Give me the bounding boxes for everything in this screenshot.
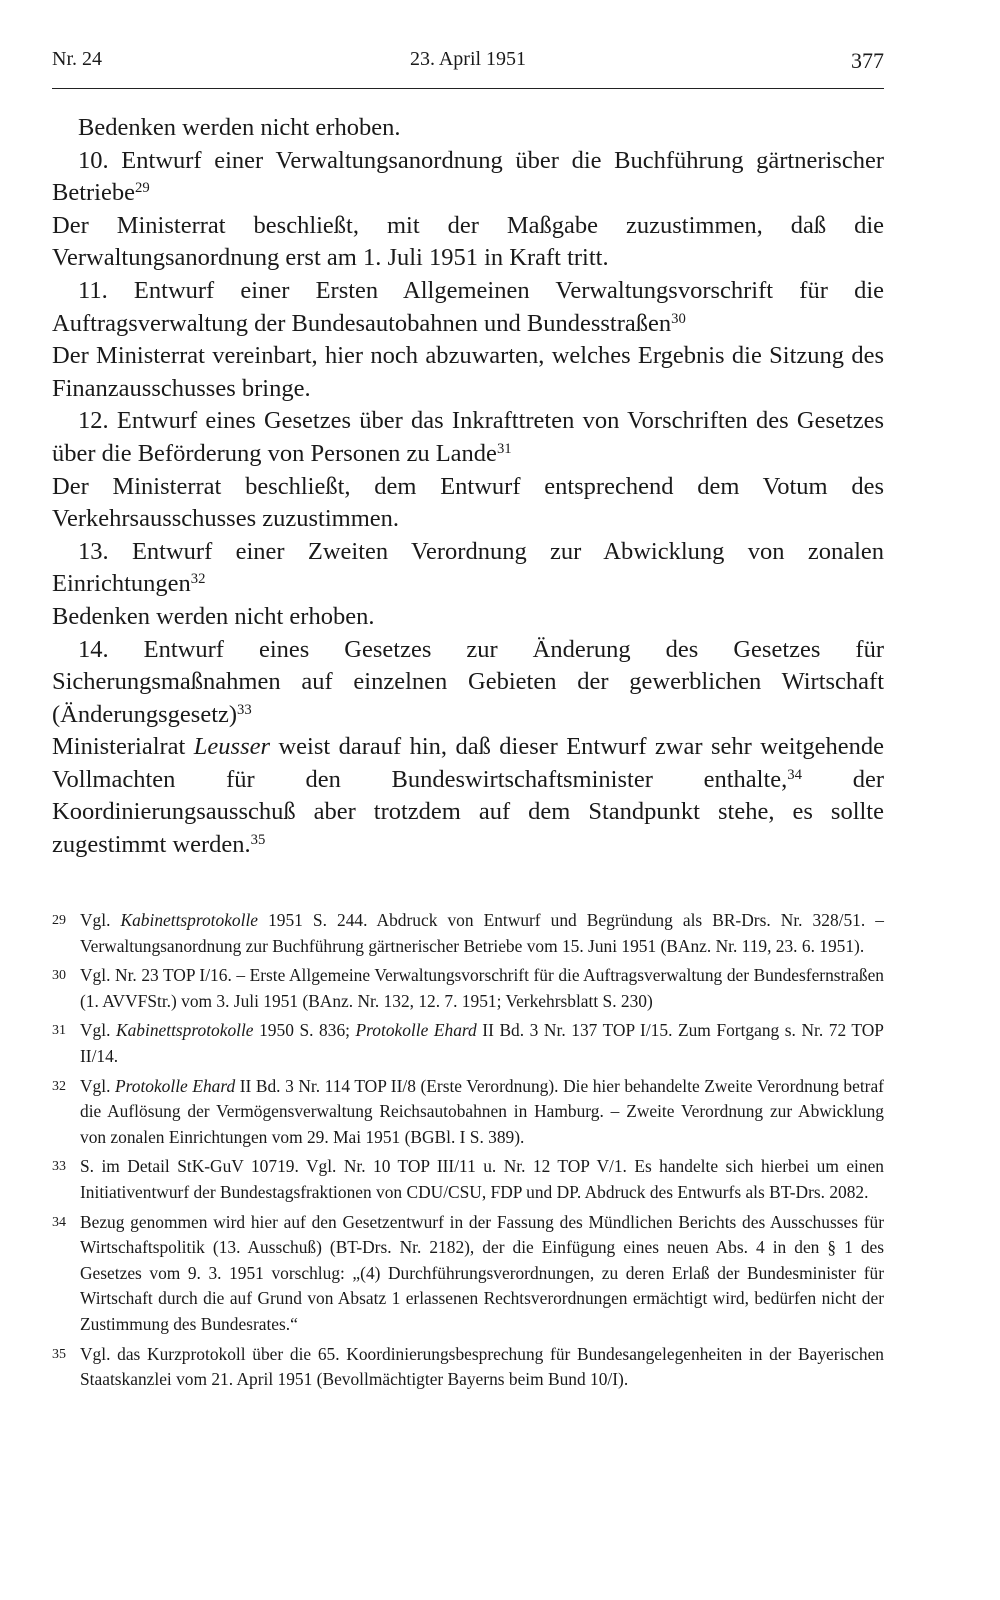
agenda-item-14	[52, 634, 884, 732]
footnote-italic: Kabinettsprotokolle	[116, 1020, 254, 1041]
paragraph-text: Der Ministerrat vereinbart, hier noch abzuwarten, welches Ergebnis die Sitzung des Finanzausschusses bringe.	[52, 342, 884, 402]
paragraph-text: 14. Entwurf eines Gesetzes zur Änderung des Gesetzes für Sicherungsmaßnahmen auf einzelnen Gebieten der gewerblichen Wirtschaft (Änderungsgesetz)	[52, 635, 884, 728]
paragraph-text: 10. Entwurf einer Verwaltungsanordnung über die Buchführung gärtnerischer Betriebe	[52, 146, 884, 207]
footnote-text: Bezug genommen wird hier auf den Gesetzentwurf in der Fassung des Mündlichen Berichts des Ausschusses für Wirtschaftspolitik (13. Ausschuß) (BT-Drs. Nr. 2182), der die Einfügung eines neuen Abs. 4 in den § 1 des Gesetzes vom 9. 3. 1951 vorschlug: „(4) Durchführungsverordnungen, zu deren Erlaß der Bundesminister für Wirtschaft durch die auf Grund von Absatz 1 erlassenen Rechtsverordnungen ermächtigt wird, bedürfen nicht der Zustimmung des Bundesrates.“	[80, 1211, 884, 1334]
paragraph-text: Bedenken werden nicht erhoben.	[52, 602, 375, 630]
footnote-ref[interactable]: 30	[671, 310, 686, 327]
footnote-text: II Bd. 3 Nr. 114 TOP II/8 (Erste Verordnung). Die hier behandelte Zweite Verordnung betraf die Auflösung der Vermögensverwaltung Reichsautobahnen in Hamburg. – Zweite Verordnung zur Abwicklung von zonalen Einrichtungen vom 29. Mai 1951 (BGBl. I S. 389).	[80, 1075, 884, 1147]
page-header	[52, 48, 884, 88]
paragraph-text: 13. Entwurf einer Zweiten Verordnung zur Abwicklung von zonalen Einrichtungen	[52, 537, 884, 598]
footnote-text: II Bd. 3 Nr. 137 TOP I/15. Zum Fortgang s. Nr. 72 TOP II/14.	[80, 1020, 884, 1066]
footnote-ref[interactable]: 29	[135, 180, 150, 197]
paragraph	[52, 601, 884, 634]
footnote-italic: Kabinettsprotokolle	[120, 910, 259, 930]
document-date: 23. April 1951	[409, 48, 527, 70]
footnote-number: 35	[52, 1346, 66, 1362]
footnote-number: 32	[52, 1078, 66, 1094]
footnote-text: S. im Detail StK-GuV 10719. Vgl. Nr. 10 TOP III/11 u. Nr. 12 TOP V/1. Es handelte sich hierbei um einen Initiativentwurf der Bundestagsfraktionen von CDU/CSU, FDP und DP. Abdruck des Entwurfs als BT-Drs. 2082.	[80, 1156, 884, 1202]
main-text	[52, 112, 884, 862]
footnote-35	[52, 1342, 884, 1393]
paragraph	[52, 340, 884, 405]
agenda-item-13	[52, 536, 884, 601]
footnote-text: Vgl. Nr. 23 TOP I/16. – Erste Allgemeine Verwaltungsvorschrift für die Auftragsverwaltung der Bundesfernstraßen (1. AVVFStr.) vom 3. Juli 1951 (BAnz. Nr. 132, 12. 7. 1951; Verkehrsblatt S. 230)	[80, 965, 884, 1011]
paragraph	[52, 112, 884, 145]
paragraph-text: 11. Entwurf einer Ersten Allgemeinen Verwaltungsvorschrift für die Auftragsverwaltung der Bundesautobahnen und Bundesstraßen	[52, 276, 884, 337]
agenda-item-10	[52, 145, 884, 210]
footnote-number: 29	[52, 913, 66, 928]
footnote-text: Vgl.	[80, 1020, 117, 1041]
footnote-text: Vgl.	[80, 910, 121, 930]
footnote-number: 30	[52, 968, 66, 984]
person-name: Leusser	[193, 733, 271, 761]
footnote-ref[interactable]: 34	[787, 766, 802, 783]
paragraph-text: der Koordinierungsausschuß aber trotzdem auf dem Standpunkt stehe, es sollte zugestimmt werden.	[52, 765, 884, 859]
agenda-item-11	[52, 275, 884, 340]
paragraph-text: weist darauf hin, daß dieser Entwurf zwar sehr weitgehende Vollmachten für den Bundeswirtschaftsminister enthalte,	[52, 733, 885, 793]
footnote-ref[interactable]: 33	[237, 701, 252, 718]
footnote-34	[52, 1210, 884, 1338]
page-number: 377	[851, 48, 884, 73]
footnote-31	[52, 1018, 884, 1069]
footnotes	[52, 908, 884, 1397]
footnote-text: Vgl.	[80, 1075, 115, 1096]
paragraph-text: Der Ministerrat beschließt, mit der Maßgabe zuzustimmen, daß die Verwaltungsanordnung erst am 1. Juli 1951 in Kraft tritt.	[52, 211, 884, 272]
paragraph	[52, 731, 884, 861]
footnote-32	[52, 1074, 884, 1151]
document-number: Nr. 24	[52, 48, 102, 70]
footnote-ref[interactable]: 31	[496, 440, 512, 457]
footnote-ref[interactable]: 35	[250, 831, 266, 848]
footnote-text: Vgl. das Kurzprotokoll über die 65. Koordinierungsbesprechung für Bundesangelegenheiten in der Bayerischen Staatskanzlei vom 21. April 1951 (Bevollmächtigter Bayerns beim Bund 10/I).	[80, 1343, 884, 1390]
footnote-italic: Protokolle Ehard	[355, 1020, 477, 1041]
paragraph-text: Der Ministerrat beschließt, dem Entwurf entsprechend dem Votum des Verkehrsausschusses zuzustimmen.	[52, 472, 884, 533]
paragraph-text: Bedenken werden nicht erhoben.	[78, 114, 401, 141]
footnote-number: 33	[52, 1159, 66, 1175]
footnote-number: 31	[52, 1023, 66, 1039]
footnote-italic: Protokolle Ehard	[115, 1075, 236, 1096]
footnote-text: 1950 S. 836;	[253, 1020, 356, 1041]
footnote-29	[52, 908, 884, 959]
footnote-33	[52, 1154, 884, 1205]
paragraph-text: Ministerialrat	[52, 733, 194, 761]
footnote-number: 34	[52, 1214, 66, 1230]
paragraph	[52, 471, 884, 536]
paragraph	[52, 210, 884, 275]
footnote-text: 1951 S. 244. Abdruck von Entwurf und Begründung als BR-Drs. Nr. 328/51. – Verwaltungsanordnung zur Buchführung gärtnerischer Betriebe vom 15. Juni 1951 (BAnz. Nr. 119, 23. 6. 1951).	[80, 910, 884, 956]
footnote-30	[52, 963, 884, 1014]
header-rule	[52, 88, 884, 89]
footnote-ref[interactable]: 32	[190, 571, 206, 588]
agenda-item-12	[52, 405, 884, 470]
paragraph-text: 12. Entwurf eines Gesetzes über das Inkrafttreten von Vorschriften des Gesetzes über die Beförderung von Personen zu Lande	[52, 407, 884, 467]
